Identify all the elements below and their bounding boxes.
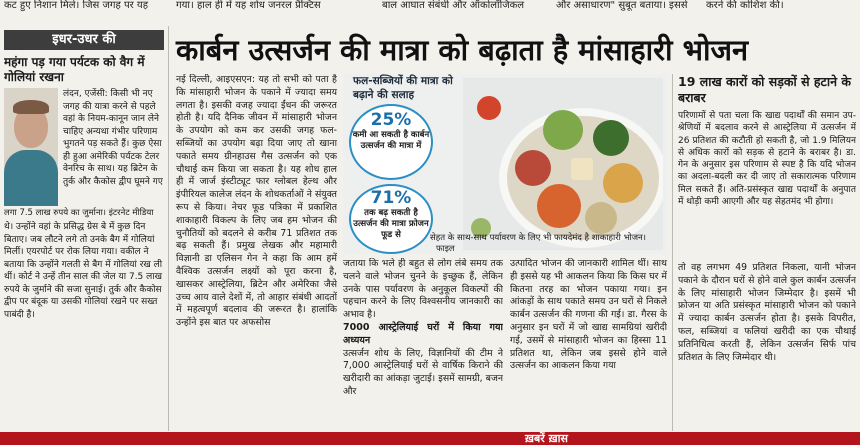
strip-text: कट हुए निशान मिले। जिस जगह पर यह — [4, 0, 149, 11]
footer-bar — [0, 432, 860, 445]
photo-caption-block — [430, 233, 670, 255]
sidebar-paragraph: थे। उन्होंने वहां के प्रसिद्ध ग्रेस बे में कुछ दिन बिताए। जब लौटने लगे तो उनके बैग में गोलियां मिलीं। एयरपोर्ट पर रोक लिया गया। वकील ने बताया कि उन्होंने गलती से बैग में गोलियां रख ली थीं। कोर्ट ने उन्हें तीन साल की जेल या 7.5 लाख रुपये के जुर्माने की सजा सुनाई। तुर्क और कैकोस द्वीप पर बंदूक या उसकी गोलियां रखने पर सख्त पाबंदी है। — [4, 222, 163, 320]
vegetable-bowl-image — [463, 78, 663, 250]
article-headline: कार्बन उत्सर्जन की मात्रा को बढ़ाता है मांसाहारी भोजन — [176, 33, 749, 67]
infographic-title: फल-सब्जियों की मात्रा को बढ़ाने की सलाह — [353, 75, 453, 101]
strip-text: और असाधारण" सुबूत बताया। इससे — [556, 0, 688, 11]
sidebar-photo-caption: लगा 7.5 लाख रुपये का जुर्माना। इंटरनेट मीडिया — [4, 208, 154, 218]
right-article-body: परिणामों से पता चला कि खाद्य पदार्थों की समान उप-श्रेणियों में बदलाव करने से आस्ट्रेलिया में उत्सर्जन में 26 प्रतिशत की कटौती हो सकती है, जो 1.9 मिलियन से अधिक कारों को सड़क से हटाने के बराबर है। डा. गेन के अनुसार इस परिणाम से स्पष्ट है कि यदि भोजन का अदला-बदली कर दी जाए तो सकारात्मक परिणाम मिल सकते हैं। अति-प्रसंस्कृत खाद्य पदार्थों के अनुपात में थोड़ी कमी आएगी और यह सेहतमंद भी होगा। — [678, 111, 856, 208]
sidebar-paragraph: लंदन, एजेंसी: किसी भी नए जगह की यात्रा करने से पहले वहां के नियम-कानून जान लेने चाहिए अन्यथा गंभीर परिणाम भुगतने पड़ सकते हैं। कुछ ऐसा ही हुआ अमेरिकी पर्यटक टेलर वेनरिच के साथ। यह ब्रिटेन के तुर्क और कैकोस द्वीप घूमने गए — [63, 89, 163, 187]
article-subhead: 7000 आस्ट्रेलियाई घरों में किया गया अध्ययन — [343, 321, 503, 346]
article-column-3: उत्पादित भोजन की जानकारी शामिल थीं। साथ ही इससे यह भी आकलन किया कि किस घर में कितना तरह का भोजन पकाया गया। इन आंकड़ों के साथ पकाते समय उन घरों से निकले कार्बन उत्सर्जन की गणना की गई। डा. गैरस के अनुसार इन घरों में जो खाद्य सामग्रियां खरीदी गई, उसमें से मांसाहारी भोजन का हिस्सा 11 प्रतिशत था, लेकिन जब इससे होने वाले उत्सर्जन का आकलन किया गया — [510, 258, 667, 372]
stat-value: 25% — [370, 110, 412, 130]
article-column-1: नई दिल्ली, आइएसएन: यह तो सभी को पता है कि मांसाहारी भोजन के पकाने में ज्यादा समय लगता है। इसकी वजह ज्यादा ईंधन की जरूरत होती है। यदि दैनिक जीवन में मांसाहारी भोजन के उपयोग को कम कर उसकी जगह फल-सब्जियों का उपयोग बढ़ा दिया जाए तो खाना पकाते समय ग्रीनहाउस गैस उत्सर्जन को एक चौथाई कम किया जा सकता है। यह शोध हाल ही में जार्ज इंस्टीट्यूट फार ग्लोबल हेल्थ और इंपीरियल कालेज लंदन के शोधकर्ताओं ने संयुक्त रूप से किया। नेचर फूड पत्रिका में प्रकाशित शाकाहारी विकल्प के लिए जब हम भोजन की चुनौतियों को बदलने से करीब 71 प्रतिशत तक बढ़ सकती हैं। प्रमुख लेखक और महामारी विज्ञानी डा एलिसन गेन ने कहा कि आम हमें वैश्विक उत्सर्जन लक्ष्यों को पूरा करना है, खासकर आस्ट्रेलिया, ब्रिटेन और अमेरिका जैसे उच्च आय वाले देशों में, तो आहार संबंधी आदतों में महत्वपूर्ण बदलाव की जरूरत है। हालांकि उन्होंने इस बात पर अफसोस — [176, 74, 337, 329]
strip-text: बाल आघात संबंधी और ऑकोलॉजिकल — [382, 0, 525, 11]
stat-circle-25 — [349, 104, 433, 180]
stat-value: 71% — [370, 188, 412, 208]
infographic — [343, 74, 667, 254]
photo-caption: सेहत के साथ-साथ पर्यावरण के लिए भी फायदेमंद है शाकाहारी भोजन। — [430, 233, 646, 243]
column-divider — [168, 26, 169, 431]
previous-page-text-strip — [0, 0, 860, 24]
article-column-2 — [343, 258, 503, 430]
right-article-continued: तो वह लगभग 49 प्रतिशत निकला, यानी भोजन पकाने के दौरान घरों से होने वाले कुल कार्बन उत्सर्जन के लिए मांसाहारी भोजन जिम्मेदार है। इसमें भी फ्रोजन या अति प्रसंस्कृत मांसाहारी भोजन को पकाने में ज्यादा कार्बन उत्सर्जन होता है। इसके विपरीत, फल, सब्जियां व फलियां खरीदी का एक चौथाई प्रतिनिधित्व करती हैं, लेकिन उत्सर्जन सिर्फ पांच प्रतिशत के लिए जिम्मेदार थी। — [678, 262, 856, 363]
stat-circle-71 — [349, 184, 433, 254]
sidebar-band: इधर-उधर की — [4, 30, 164, 50]
sidebar-column — [4, 30, 164, 435]
article-column-2-text: जताया कि भले ही बहुत से लोग लंबे समय तक चलने वाले भोजन चुनने के इच्छुक हैं, लेकिन उनके पास पर्यावरण के अनुकूल विकल्पों की पहचान करने के लिए विश्वसनीय जानकारी का अभाव है। — [343, 258, 503, 321]
tourist-photo — [4, 88, 58, 206]
sidebar-headline: महंगा पड़ गया पर्यटक को वैग में गोलियां रखना — [4, 55, 145, 84]
stat-text: कमी आ सकती है कार्बन उत्सर्जन की मात्रा में — [352, 130, 430, 151]
footer-label: ख़बरें ख़ास — [525, 432, 568, 445]
strip-text: गया। हाल ही में यह शोध जनरल प्रैक्टिस — [176, 0, 321, 11]
stat-text: तक बढ़ सकती है उत्सर्जन की मात्रा फ्रोजन फूड से — [353, 208, 429, 240]
photo-credit: फाइल — [436, 244, 455, 254]
right-article — [678, 74, 856, 258]
column-divider — [672, 74, 673, 431]
right-article-headline: 19 लाख कारों को सड़कों से हटाने के बराबर — [678, 74, 851, 105]
article-column-2-text: उत्सर्जन शोध के लिए, विज्ञानियों की टीम ने 7,000 आस्ट्रेलियाई घरों से वार्षिक किराने की खरीदारी का आंकड़ा जुटाई। इसमें सामग्री, बजन और — [343, 347, 503, 397]
strip-text: करने की कोशिश की। — [706, 0, 784, 11]
